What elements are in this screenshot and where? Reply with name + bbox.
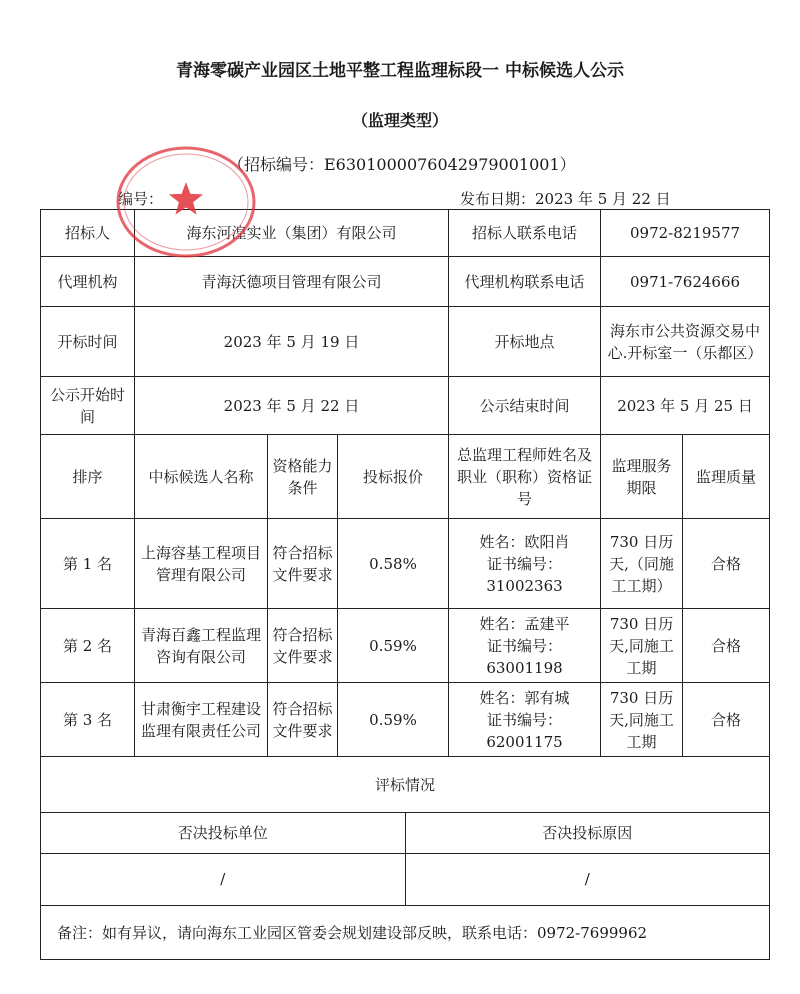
rejected-reason-label: 否决投标原因 bbox=[405, 813, 769, 853]
quality-cell: 合格 bbox=[683, 519, 770, 609]
agency-label: 代理机构 bbox=[41, 257, 135, 307]
open-time-value: 2023 年 5 月 19 日 bbox=[135, 307, 449, 377]
quality-cell: 合格 bbox=[683, 683, 770, 757]
publish-date: 发布日期：2023 年 5 月 22 日 bbox=[460, 190, 671, 208]
price-cell: 0.59% bbox=[338, 609, 449, 683]
table-row bbox=[41, 519, 770, 609]
candidate-name-cell: 青海百鑫工程监理咨询有限公司 bbox=[135, 609, 268, 683]
agency-phone-value: 0971-7624666 bbox=[601, 257, 770, 307]
engineer-name: 姓名：郭有城 bbox=[479, 688, 570, 707]
notice-table bbox=[40, 209, 770, 960]
rejection-table bbox=[41, 813, 769, 905]
open-place-value: 海东市公共资源交易中心.开标室一（乐都区） bbox=[601, 307, 770, 377]
notice-end-label: 公示结束时间 bbox=[449, 377, 601, 435]
candidate-name-cell: 上海容基工程项目管理有限公司 bbox=[135, 519, 268, 609]
agency-value: 青海沃德项目管理有限公司 bbox=[135, 257, 449, 307]
header-period: 监理服务期限 bbox=[601, 435, 683, 519]
price-cell: 0.58% bbox=[338, 519, 449, 609]
engineer-cert: 证书编号：63001198 bbox=[486, 636, 563, 677]
page-subtitle: （监理类型） bbox=[351, 111, 448, 130]
quality-cell: 合格 bbox=[683, 609, 770, 683]
notice-start-value: 2023 年 5 月 22 日 bbox=[135, 377, 449, 435]
header-name: 中标候选人名称 bbox=[135, 435, 268, 519]
rejected-unit-value: / bbox=[41, 853, 405, 905]
open-place-label: 开标地点 bbox=[449, 307, 601, 377]
rejected-unit-label: 否决投标单位 bbox=[41, 813, 405, 853]
remark: 备注：如有异议，请向海东工业园区管委会规划建设部反映，联系电话：0972-7699962 bbox=[41, 906, 770, 960]
tenderer-label: 招标人 bbox=[41, 210, 135, 257]
tenderer-phone-label: 招标人联系电话 bbox=[449, 210, 601, 257]
engineer-cert: 证书编号：31002363 bbox=[486, 554, 563, 595]
header-price: 投标报价 bbox=[338, 435, 449, 519]
qualification-cell: 符合招标文件要求 bbox=[268, 519, 338, 609]
header-rank: 排序 bbox=[41, 435, 135, 519]
rank-cell: 第 3 名 bbox=[41, 683, 135, 757]
engineer-name: 姓名：欧阳肖 bbox=[479, 532, 570, 551]
engineer-cert: 证书编号：62001175 bbox=[486, 710, 563, 751]
rejected-reason-value: / bbox=[584, 870, 590, 889]
engineer-cell bbox=[449, 609, 601, 683]
header-quality: 监理质量 bbox=[683, 435, 770, 519]
notice-start-label: 公示开始时间 bbox=[41, 377, 135, 435]
bid-number: （招标编号：E6301000076042979001001） bbox=[228, 155, 576, 174]
page-title: 青海零碳产业园区土地平整工程监理标段一 中标候选人公示 bbox=[176, 61, 624, 81]
number-label: 编号： bbox=[118, 190, 164, 208]
period-cell: 730 日历天,（同施工工期） bbox=[601, 519, 683, 609]
agency-phone-label: 代理机构联系电话 bbox=[449, 257, 601, 307]
seal-star-icon bbox=[169, 182, 203, 215]
tenderer-value: 海东河湟实业（集团）有限公司 bbox=[135, 210, 449, 257]
engineer-name: 姓名：孟建平 bbox=[479, 614, 570, 633]
open-time-label: 开标时间 bbox=[41, 307, 135, 377]
company-seal bbox=[112, 140, 260, 260]
rank-cell: 第 1 名 bbox=[41, 519, 135, 609]
period-cell: 730 日历天,同施工工期 bbox=[601, 683, 683, 757]
qualification-cell: 符合招标文件要求 bbox=[268, 683, 338, 757]
header-engineer: 总监理工程师姓名及职业（职称）资格证号 bbox=[449, 435, 601, 519]
evaluation-title: 评标情况 bbox=[41, 757, 770, 813]
engineer-cell bbox=[449, 683, 601, 757]
price-cell: 0.59% bbox=[338, 683, 449, 757]
notice-end-value: 2023 年 5 月 25 日 bbox=[601, 377, 770, 435]
table-row bbox=[41, 609, 770, 683]
qualification-cell: 符合招标文件要求 bbox=[268, 609, 338, 683]
table-row bbox=[41, 683, 770, 757]
engineer-cell bbox=[449, 519, 601, 609]
tenderer-phone-value: 0972-8219577 bbox=[601, 210, 770, 257]
header-qualification: 资格能力条件 bbox=[268, 435, 338, 519]
period-cell: 730 日历天,同施工工期 bbox=[601, 609, 683, 683]
rank-cell: 第 2 名 bbox=[41, 609, 135, 683]
candidate-name-cell: 甘肃衡宇工程建设监理有限责任公司 bbox=[135, 683, 268, 757]
